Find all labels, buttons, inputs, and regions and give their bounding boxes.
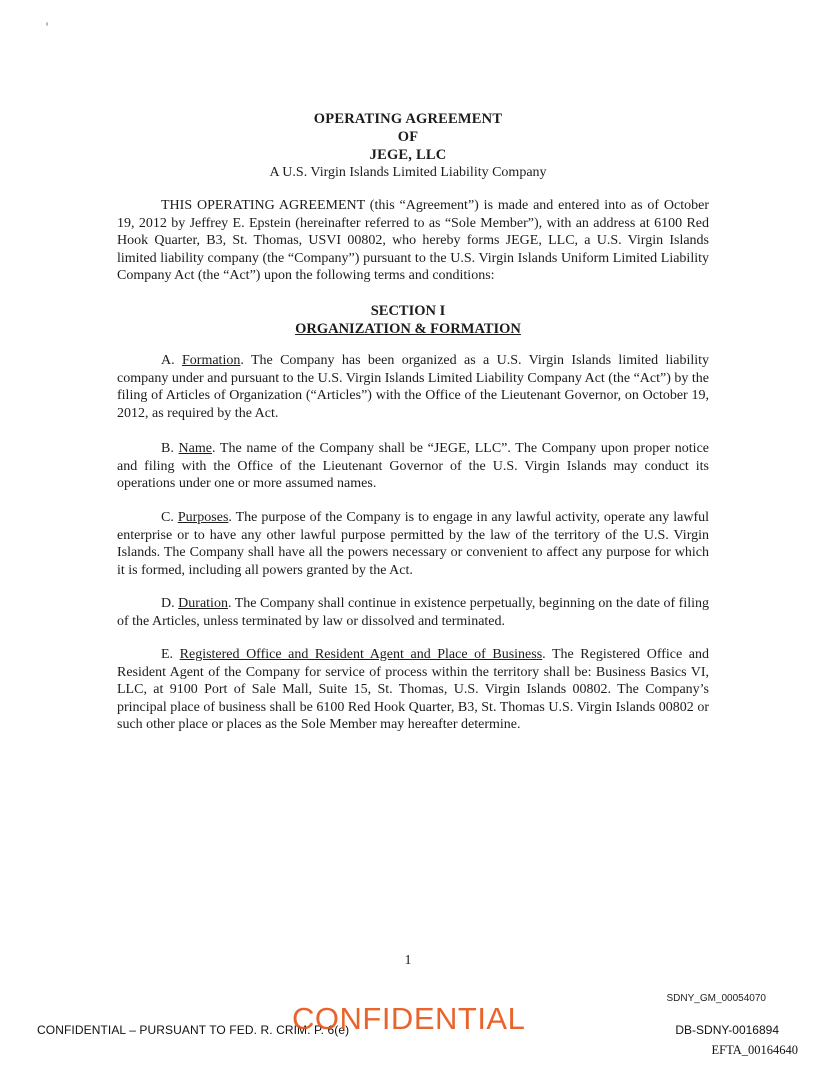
paragraph-label: Formation xyxy=(182,353,241,368)
paragraph-letter: B. xyxy=(161,441,174,456)
paragraph-label: Purposes xyxy=(177,510,229,525)
scan-speck xyxy=(46,22,48,26)
document-subtitle: A U.S. Virgin Islands Limited Liability Company xyxy=(269,165,547,180)
paragraph-text: The Company has been organized as a U.S. Virgin Islands limited liability company under and pursuant to the U.S. Virgin Islands Limited Liability Company Act (the “Act”) by the filing of Articles of Organization (“Articles”) with the Office of the Lieutenant Governor, on October 19, 2012, as required by the Act. xyxy=(117,353,710,421)
company-name: JEGE, LLC xyxy=(369,147,447,163)
db-sdny-stamp: DB-SDNY-0016894 xyxy=(675,1023,779,1037)
document-title: OPERATING AGREEMENT xyxy=(313,111,503,127)
paragraph-label: Duration xyxy=(178,596,228,611)
paragraph-text: The name of the Company shall be “JEGE, LLC”. The Company upon proper notice and filing with the Office of the Lieutenant Governor of the U.S. Virgin Islands may conduct its operations under one or more assumed names. xyxy=(117,441,709,492)
efta-stamp: EFTA_00164640 xyxy=(711,1043,798,1057)
sdny-gm-stamp: SDNY_GM_00054070 xyxy=(666,993,766,1004)
paragraph-duration: D. Duration. The Company shall continue in existence perpetually, beginning on the date of filing of the Articles, unless terminated by law or dissolved and terminated. xyxy=(117,596,710,629)
section-title: SECTION I xyxy=(370,303,446,319)
paragraph-letter: D. xyxy=(161,596,175,611)
paragraph-name: B. Name. The name of the Company shall be “JEGE, LLC”. The Company upon proper notice and filing with the Office of the Lieutenant Governor of the U.S. Virgin Islands may conduct its operations under one or more assumed names. xyxy=(117,441,709,492)
intro-text: THIS OPERATING AGREEMENT (this “Agreement”) is made and entered into as of October 19, 2012 by Jeffrey E. Epstein (hereinafter referred to as “Sole Member”), with an address at 6100 Red Hook Quarter, B3, St. Thomas, USVI 00802, who hereby forms JEGE, LLC, a U.S. Virgin Islands limited liability company (the “Company”) pursuant to the U.S. Virgin Islands Uniform Limited Liability Company Act (the “Act”) upon the following terms and conditions: xyxy=(117,198,709,284)
paragraph-label: Name xyxy=(178,441,212,456)
confidential-notice: CONFIDENTIAL – PURSUANT TO FED. R. CRIM. P. 6(e) xyxy=(37,1023,350,1037)
confidential-stamp: CONFIDENTIAL xyxy=(292,1001,526,1036)
paragraph-purposes: C. Purposes. The purpose of the Company is to engage in any lawful activity, operate any lawful enterprise or to have any other lawful purpose permitted by the law of the territory of the U.S. Virgin Islands. The Company shall have all the powers necessary or convenient to affect any purpose for which it is formed, including all powers granted by the Act. xyxy=(117,510,709,578)
title-block xyxy=(0,110,816,182)
paragraph-letter: E. xyxy=(161,647,174,662)
paragraph-text: The Registered Office and Resident Agent of the Company for service of process within the territory shall be: Business Basics VI, LLC, at 9100 Port of Sale Mall, Suite 15, St. Thomas, U.S. Virgin Islands 00802. The Company’s principal place of business shall be 6100 Red Hook Quarter, B3, St. Thomas U.S. Virgin Islands 00802 or such other place or places as the Sole Member may hereafter determine. xyxy=(117,647,710,733)
section-heading xyxy=(0,302,816,338)
intro-paragraph xyxy=(117,197,709,285)
paragraph-text: The purpose of the Company is to engage in any lawful activity, operate any lawful enterprise or to have any other lawful purpose permitted by the law of the territory of the U.S. Virgin Islands. The Company shall have all the powers necessary or convenient to affect any purpose for which it is formed, including all powers granted by the Act. xyxy=(117,510,709,578)
paragraph-letter: C. xyxy=(161,510,174,525)
page-number: 1 xyxy=(404,953,412,968)
paragraph-letter: A. xyxy=(161,353,175,368)
paragraph-formation: A. Formation. The Company has been organized as a U.S. Virgin Islands limited liability company under and pursuant to the U.S. Virgin Islands Limited Liability Company Act (the “Act”) by the filing of Articles of Organization (“Articles”) with the Office of the Lieutenant Governor, on October 19, 2012, as required by the Act. xyxy=(117,353,710,421)
document-title-of: OF xyxy=(397,129,419,145)
paragraph-text: The Company shall continue in existence perpetually, beginning on the date of filing of the Articles, unless terminated by law or dissolved and terminated. xyxy=(117,596,710,629)
paragraph-label: Registered Office and Resident Agent and Place of Business xyxy=(179,647,543,662)
section-subtitle: ORGANIZATION & FORMATION xyxy=(295,321,521,337)
paragraph-registered-office: E. Registered Office and Resident Agent and Place of Business. The Registered Office and Resident Agent of the Company for service of process within the territory shall be: Business Basics VI, LLC, at 9100 Port of Sale Mall, Suite 15, St. Thomas, U.S. Virgin Islands 00802. The Company’s principal place of business shall be 6100 Red Hook Quarter, B3, St. Thomas U.S. Virgin Islands 00802 or such other place or places as the Sole Member may hereafter determine. xyxy=(117,647,710,733)
